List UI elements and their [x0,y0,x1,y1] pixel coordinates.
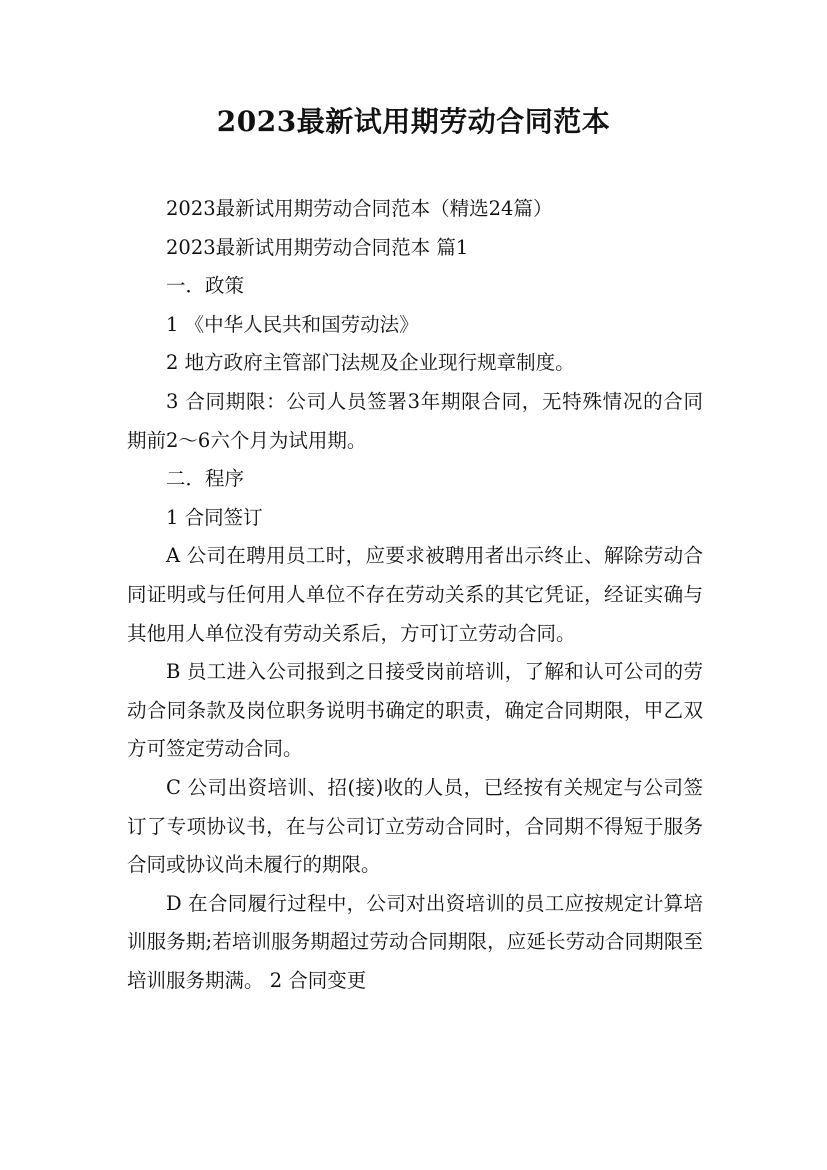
list-item: 2 地方政府主管部门法规及企业现行规章制度。 [166,351,575,375]
paragraph-heading-article: 2023最新试用期劳动合同范本 篇1 [166,235,469,259]
subsection-heading: 1 合同签订 [166,505,263,529]
section-heading-procedure: 二．程序 [166,467,245,491]
paragraph-heading-collection: 2023最新试用期劳动合同范本（精选24篇） [166,197,553,220]
document-body [127,190,703,1000]
section-heading-policy: 一．政策 [166,274,245,298]
paragraph: D 在合同履行过程中，公司对出资培训的员工应按规定计算培训服务期;若培训服务期超过劳动合同期限，应延长劳动合同期限至培训服务期满。 2 合同变更 [127,891,703,992]
paragraph: B 员工进入公司报到之日接受岗前培训，了解和认可公司的劳动合同条款及岗位职务说明书确定的职责，确定合同期限，甲乙双方可签定劳动合同。 [127,660,703,761]
paragraph: C 公司出资培训、招(接)收的人员，已经按有关规定与公司签订了专项协议书，在与公司订立劳动合同时，合同期不得短于服务合同或协议尚未履行的期限。 [127,775,703,877]
document-title: 2023最新试用期劳动合同范本 [216,105,611,138]
paragraph: A 公司在聘用员工时，应要求被聘用者出示终止、解除劳动合同证明或与任何用人单位不存在劳动关系的其它凭证，经证实确与其他用人单位没有劳动关系后，方可订立劳动合同。 [127,544,703,645]
list-item: 1 《中华人民共和国劳动法》 [166,312,419,336]
list-item: 3 合同期限：公司人员签署3年期限合同，无特殊情况的合同期前2～6六个月为试用期。 [127,389,703,452]
